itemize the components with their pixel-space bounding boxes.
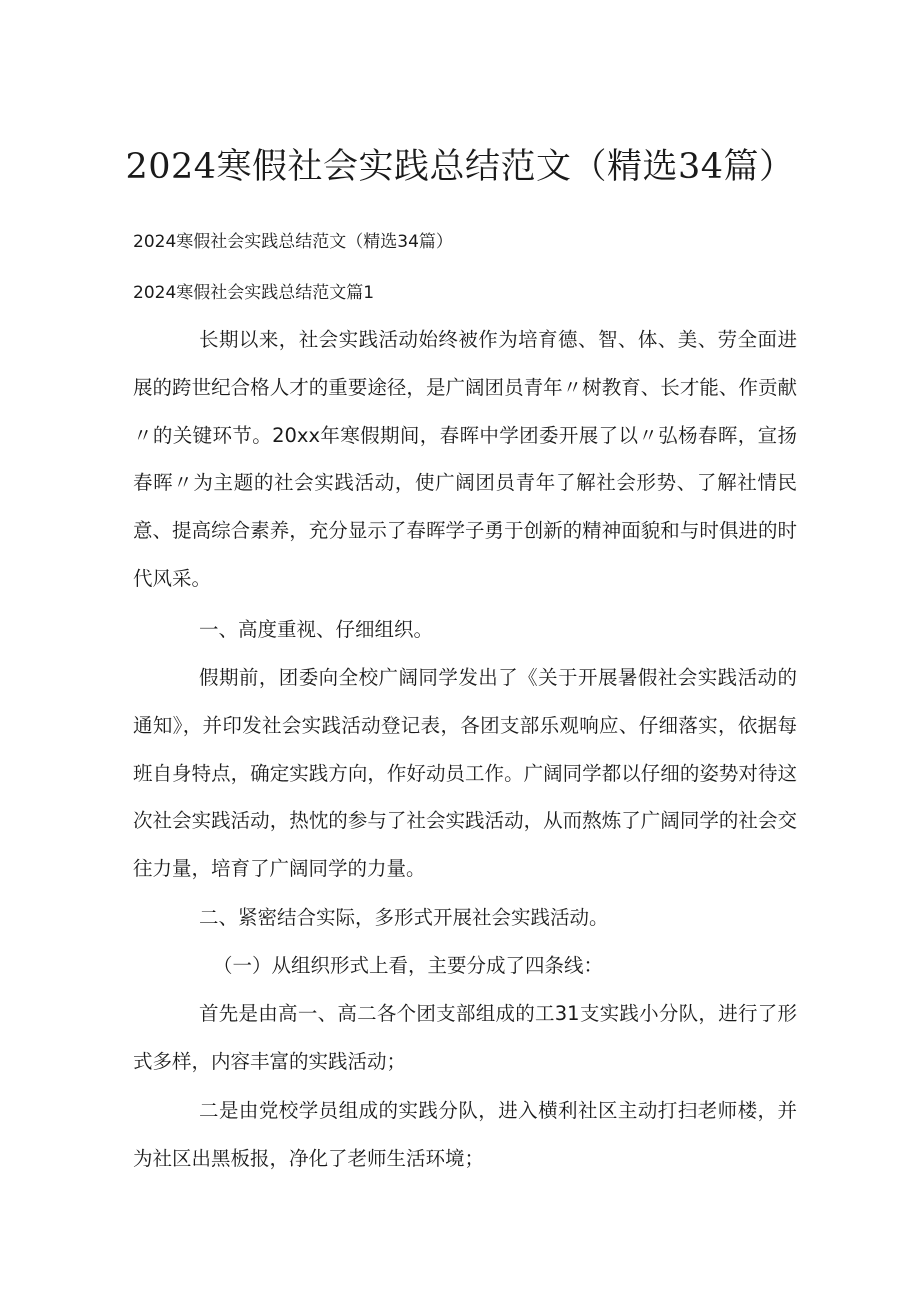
- document-subtitle: 2024寒假社会实践总结范文（精选34篇）: [133, 232, 453, 252]
- paragraph-heading-1: 一、高度重视、仔细组织。: [199, 618, 434, 641]
- paragraph-heading-2: 二、紧密结合实际，多形式开展社会实践活动。: [199, 906, 609, 929]
- section-heading: 2024寒假社会实践总结范文篇1: [133, 283, 375, 303]
- paragraph-preparation: 假期前，团委向全校广阔同学发出了《关于开展暑假社会实践活动的通知》，并印发社会实践活动登记表，各团支部乐观响应、仔细落实，依据每班自身特点，确定实践方向，作好动员工作。广阔同学都以仔细的姿势对待这次社会实践活动，热忱的参与了社会实践活动，从而熬炼了广阔同学的社会交往力量，培育了广阔同学的力量。: [133, 666, 797, 881]
- paragraph-line-two: 二是由党校学员组成的实践分队，进入横利社区主动打扫老师楼，并为社区出黑板报，净化了老师生活环境；: [133, 1099, 797, 1170]
- paragraph-line-one: 首先是由高一、高二各个团支部组成的工31支实践小分队，进行了形式多样，内容丰富的实践活动；: [133, 1002, 797, 1073]
- document-title: 2024寒假社会实践总结范文（精选34篇）: [125, 147, 795, 187]
- paragraph-intro: 长期以来，社会实践活动始终被作为培育德、智、体、美、劳全面进展的跨世纪合格人才的重要途径，是广阔团员青年〃树教育、长才能、作贡献〃的关键环节。20xx年寒假期间，春晖中学团委开展了以〃弘杨春晖，宣扬春晖〃为主题的社会实践活动，使广阔团员青年了解社会形势、了解社情民意、提高综合素养，充分显示了春晖学子勇于创新的精神面貌和与时俱进的时代风采。: [133, 328, 797, 590]
- paragraph-subheading-1: （一）从组织形式上看，主要分成了四条线：: [213, 954, 604, 977]
